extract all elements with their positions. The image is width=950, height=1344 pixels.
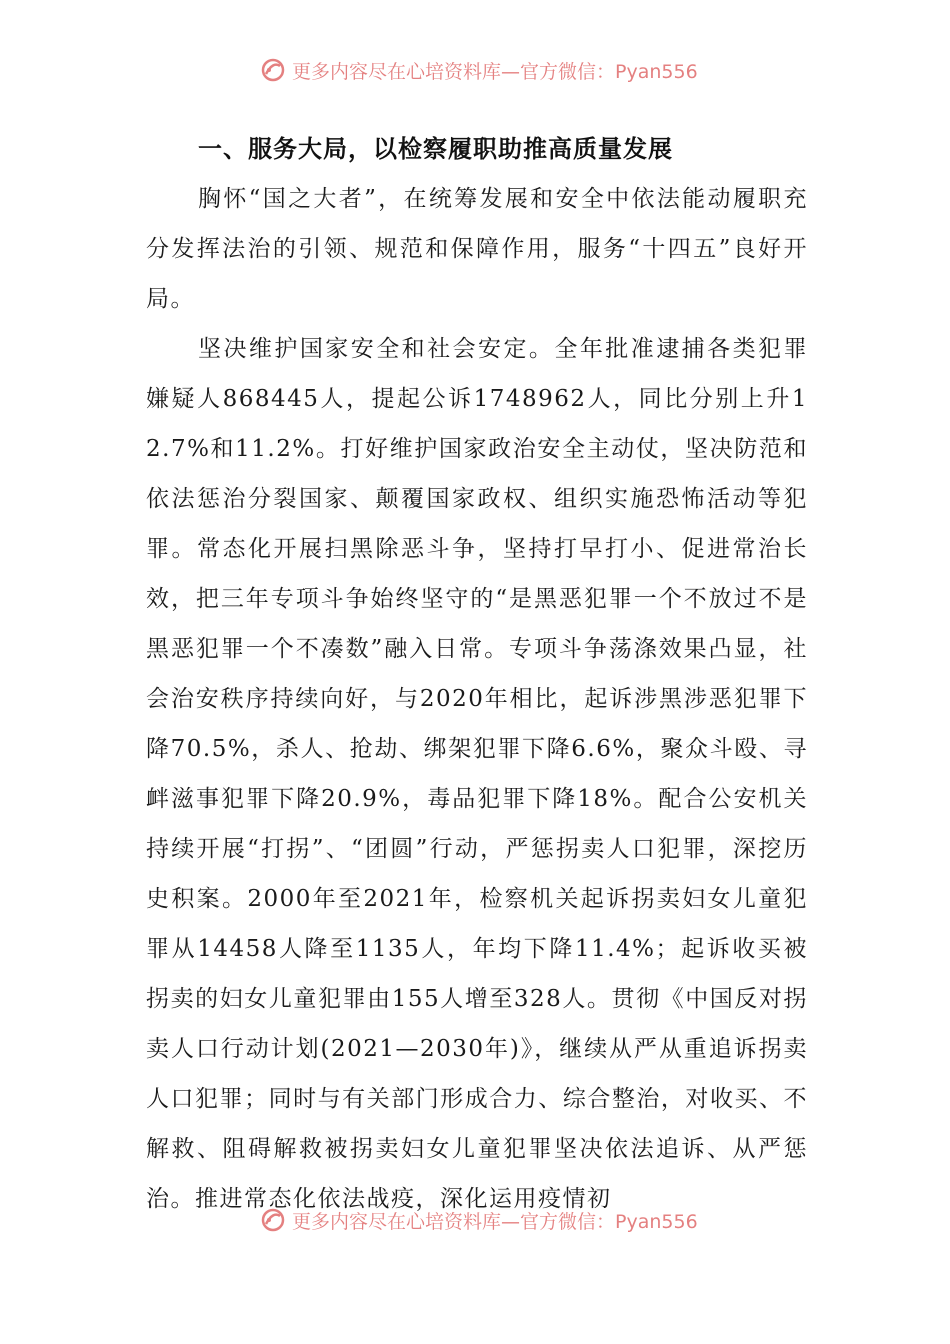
paragraph-intro: 胸怀“国之大者”，在统筹发展和安全中依法能动履职充分发挥法治的引领、规范和保障作用，服务“十四五”良好开局。 — [146, 186, 808, 312]
section-heading: 一、服务大局，以检察履职助推高质量发展 — [198, 135, 673, 163]
watermark-footer — [260, 1207, 698, 1233]
watermark-text: 更多内容尽在心培资料库—官方微信：Pyan556 — [292, 60, 698, 83]
paragraph-security: 坚决维护国家安全和社会安定。全年批准逮捕各类犯罪嫌疑人868445人，提起公诉1748962人，同比分别上升12.7%和11.2%。打好维护国家政治安全主动仗，坚决防范和依法惩治分裂国家、颠覆国家政权、组织实施恐怖活动等犯罪。常态化开展扫黑除恶斗争，坚持打早打小、促进常治长效，把三年专项斗争始终坚守的“是黑恶犯罪一个不放过不是黑恶犯罪一个不凑数”融入日常。专项斗争荡涤效果凸显，社会治安秩序持续向好，与2020年相比，起诉涉黑涉恶犯罪下降70.5%，杀人、抢劫、绑架犯罪下降6.6%，聚众斗殴、寻衅滋事犯罪下降20.9%，毒品犯罪下降18%。配合公安机关持续开展“打拐”、“团圆”行动，严惩拐卖人口犯罪，深挖历史积案。2000年至2021年，检察机关起诉拐卖妇女儿童犯罪从14458人降至1135人，年均下降11.4%；起诉收买被拐卖的妇女儿童犯罪由155人增至328人。贯彻《中国反对拐卖人口行动计划(2021—2030年)》，继续从严从重追诉拐卖人口犯罪；同时与有关部门形成合力、综合整治，对收买、不解救、阻碍解救被拐卖妇女儿童犯罪坚决依法追诉、从严惩治。推进常态化依法战疫，深化运用疫情初 — [146, 336, 808, 1212]
watermark-logo-icon — [260, 1207, 286, 1233]
watermark-header — [260, 57, 698, 83]
document-body — [146, 124, 808, 1224]
watermark-logo-icon — [260, 57, 286, 83]
watermark-text: 更多内容尽在心培资料库—官方微信：Pyan556 — [292, 1210, 698, 1233]
